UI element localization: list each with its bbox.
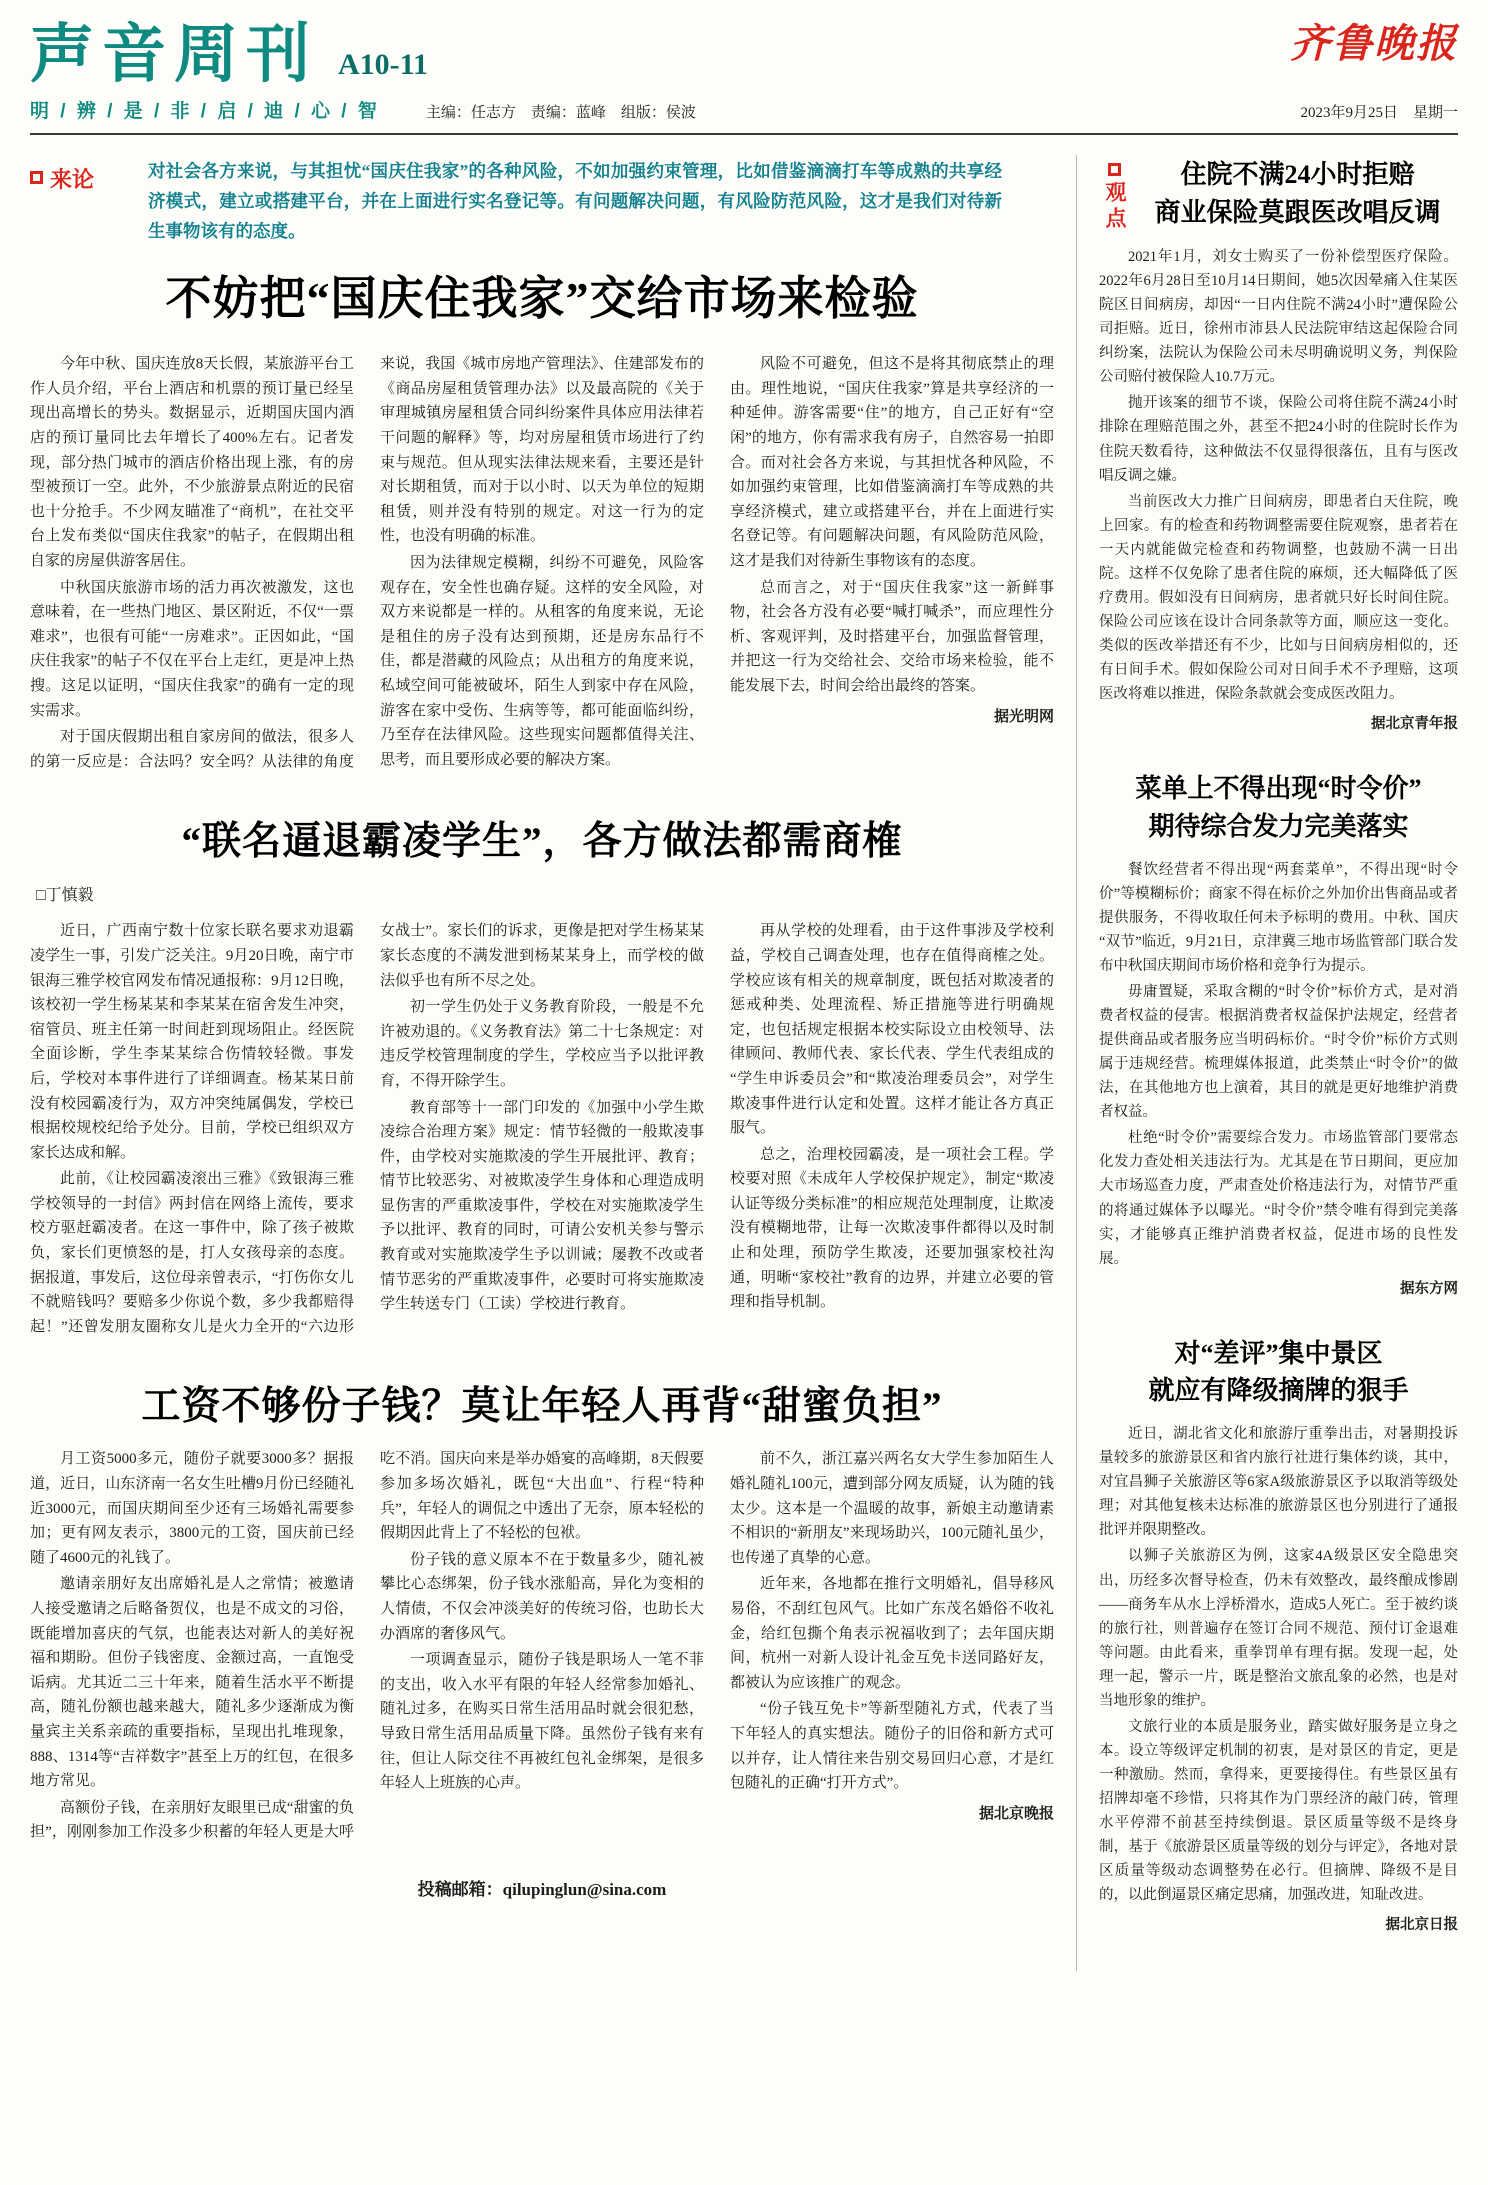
content-area (30, 155, 1458, 1971)
paragraph: 对于国庆假期出租自家房间的做法，很多人的第一反应是：合法吗？安全吗？从法律的角度来说，我国《城市房地产管理法》、住建部发布的《商品房屋租赁管理办法》以及最高院的《关于审理城镇房屋租赁合同纠纷案件具体应用法律若干问题的解释》等，均对房屋租赁市场进行了约束与规范。但从现实法律法规来看，主要还是针对长期租赁，而对于以小时、以天为单位的短期租赁，则并没有特别的规定。对这一行为的定性，也没有明确的标准。 (30, 356, 704, 770)
sidebar-article-scenic-downgrade (1099, 1335, 1458, 1938)
paragraph: 前不久，浙江嘉兴两名女大学生参加陌生人婚礼随礼100元，遭到部分网友质疑，认为随的钱太少。这本是一个温暖的故事，新娘主动邀请素不相识的“新朋友”来现场助兴，100元随礼虽少，也传递了真挚的心意。 (730, 1451, 1054, 1566)
paragraph: 邀请亲朋好友出席婚礼是人之常情；被邀请人接受邀请之后略备贺仪，也是不成文的习俗，既能增加喜庆的气氛，也能表达对新人的美好祝福和期盼。但份子钱密度、金额过高，一直饱受诟病。尤其近二三十年来，随着生活水平不断提高，随礼份额也越来越大，随礼多少逐渐成为衡量宾主关系亲疏的重要指标，呈现出扎堆现象，888、1314等“吉祥数字”甚至上万的红包，在很多地方常见。 (30, 1576, 354, 1790)
sidebar-article-body (1099, 1422, 1458, 1937)
paragraph: 餐饮经营者不得出现“两套菜单”，不得出现“时令价”等模糊标价；商家不得在标价之外加价出售商品或者提供服务，不得收取任何未予标明的费用。中秋、国庆“双节”临近，9月21日，京津冀三地市场监管部门联合发布中秋国庆期间市场价格和竞争行为提示。 (1099, 861, 1458, 974)
sidebar-article-hospital-insurance (1099, 155, 1458, 736)
kicker-row (30, 157, 1054, 246)
paragraph: 再从学校的处理看，由于这件事涉及学校利益，学校自己调查处理，也存在值得商榷之处。学校应该有相关的规章制度，既包括对欺凌者的惩戒种类、处理流程、矫正措施等进行明确规定，也包括规定根据本校实际设立由校领导、法律顾问、教师代表、家长代表、学生代表组成的“学生申诉委员会”和“欺凌治理委员会”，对学生欺凌事件进行认定和处置。这样才能让各方真正服气。 (730, 923, 1054, 1137)
sidebar-column (1076, 155, 1458, 1971)
sidebar-article-title (1099, 1335, 1458, 1410)
paragraph: 教育部等十一部门印发的《加强中小学生欺凌综合治理方案》规定：情节轻微的一般欺凌事件，由学校对实施欺凌的学生开展批评、教育；情节比较恶劣、对被欺凌学生身体和心理造成明显伤害的严重欺凌事件，学校在对实施欺凌学生予以批评、教育的同时，可请公安机关参与警示教育或对实施欺凌学生予以训诫；屡教不改或者情节恶劣的严重欺凌事件，必要时可将实施欺凌学生转送专门（工读）学校进行教育。 (380, 1099, 704, 1313)
section-marker-icon (1108, 163, 1121, 176)
editor-credits: 主编：任志方 责编：蓝峰 组版：侯波 (425, 105, 696, 121)
sidebar-article-body (1099, 858, 1458, 1301)
source-attribution: 据北京晚报 (978, 1805, 1054, 1822)
header-top-row (30, 18, 1458, 90)
sidebar-article-head (1099, 770, 1458, 845)
main-column (30, 155, 1076, 1971)
source-attribution: 据北京日报 (1385, 1917, 1458, 1934)
paragraph: 中秋国庆旅游市场的活力再次被激发，这也意味着，在一些热门地区、景区附近，不仅“一票难求”，也很有可能“一房难求”。正因如此，“国庆住我家”的帖子不仅在平台上走红，更是冲上热搜。这足以证明，“国庆住我家”的确有一定的现实需求。 (30, 579, 354, 719)
publication-date: 2023年9月25日 星期一 (1300, 105, 1458, 121)
header-bottom-row (30, 96, 1458, 123)
sidebar-article-menu-price (1099, 770, 1458, 1301)
paragraph: 初一学生仍处于义务教育阶段，一般是不允许被劝退的。《义务教育法》第二十七条规定：对违反学校管理制度的学生，学校应当予以批评教育，不得开除学生。 (380, 999, 704, 1089)
article1-headline: 不妨把“国庆住我家”交给市场来检验 (165, 273, 919, 325)
article2-body (30, 919, 1054, 1339)
sidebar-article-title (1099, 770, 1458, 845)
paragraph: 份子钱的意义原本不在于数量多少，随礼被攀比心态绑架，份子钱水涨船高，异化为变相的人情债，不仅会冲淡美好的传统习俗，也助长大办酒席的奢侈风气。 (380, 1551, 704, 1642)
sidebar-article-head (1099, 1335, 1458, 1410)
title-line-2: 期待综合发力完美落实 (1148, 811, 1409, 841)
paragraph: 以狮子关旅游区为例，这家4A级景区安全隐患突出，历经多次督导检查，仍未有效整改，最终酿成惨剧——商务车从水上浮桥滑水，造成5人死亡。至于被约谈的旅行社，则普遍存在签订合同不规范、预付订金退难等问题。由此看来，重拳罚单有理有据。发现一起，处理一起，警示一片，既是整治文旅乱象的必然，也是对当地形象的维护。 (1099, 1548, 1458, 1709)
article3-body (30, 1447, 1054, 1845)
article2-byline: □丁慎毅 (36, 887, 94, 905)
paragraph: 总而言之，对于“国庆住我家”这一新鲜事物，社会各方没有必要“喊打喊杀”，而应理性分析、客观评判，及时搭建平台，加强监督管理，并把这一行为交给社会、交给市场来检验，能不能发展下去，时间会给出最终的答案。 (730, 579, 1054, 694)
paragraph: “份子钱互免卡”等新型随礼方式，代表了当下年轻人的真实想法。随份子的旧俗和新方式可以并存，让人情往来告别交易回归心意，才是红包随礼的正确“打开方式”。 (730, 1701, 1054, 1792)
paragraph: 近日，湖北省文化和旅游厅重拳出击，对暑期投诉量较多的旅游景区和省内旅行社进行集体约谈，其中，对宜昌狮子关旅游区等6家A级旅游景区予以取消等级处理；对其他复核未达标准的旅游景区也分别进行了通报批评并限期整改。 (1099, 1426, 1458, 1539)
title-line-1: 住院不满24小时拒赔 (1180, 160, 1415, 190)
paragraph: 此前，《让校园霸凌滚出三雅》《致银海三雅学校领导的一封信》两封信在网络上流传，要求校方驱赶霸凌者。在这一事件中，除了孩子被欺负，家长们更愤怒的是，打人女孩母亲的态度。据报道，事发后，这位母亲曾表示，“打伤你女儿不就赔钱吗？要赔多少你说个数，多少我都赔得起！”还曾发朋友圈称女儿是火力全开的“六边形女战士”。家长们的诉求，更像是把对学生杨某某家长态度的不满发泄到杨某某身上，而学校的做法似乎也有所不尽之处。 (30, 923, 704, 1335)
paragraph: 毋庸置疑，采取含糊的“时令价”标价方式，是对消费者权益的侵害。根据消费者权益保护法规定，经营者提供商品或者服务应当明码标价。“时令价”标价方式则属于违规经营。梳理媒体报道，此类禁止“时令价”的做法，在其他地方也上演着，其目的就是更好地维护消费者权益。 (1099, 983, 1458, 1121)
source-attribution: 据光明网 (993, 708, 1054, 725)
section-label-text: 来论 (50, 167, 95, 192)
paragraph: 今年中秋、国庆连放8天长假，某旅游平台工作人员介绍，平台上酒店和机票的预订量已经呈现出高增长的势头。数据显示，近期国庆国内酒店的预订量同比去年增长了400%左右。记者发现，部分热门城市的酒店价格出现上涨，有的房型被预订一空。此外，不少旅游景点附近的民宿也十分抢手。不少网友瞄准了“商机”，在社交平台上发布类似“国庆住我家”的帖子，在假期出租自家的房屋供游客居住。 (30, 356, 354, 569)
sidebar-article-title (1137, 156, 1458, 231)
paragraph: 文旅行业的本质是服务业，踏实做好服务是立身之本。设立等级评定机制的初衷，是对景区的肯定，更是一种激励。然而，拿得来，更要接得住。有些景区虽有招牌却毫不珍惜，只将其作为门票经济的敲门砖，管理水平停滞不前甚至持续倒退。景区质量等级不是终身制，基于《旅游景区质量等级的划分与评定》，各地对景区质量等级动态调整势在必行。但摘牌、降级不是目的，以此倒逼景区痛定思痛，加强改进，知耻改进。 (1099, 1718, 1458, 1904)
title-line-2: 商业保险莫跟医改唱反调 (1154, 198, 1441, 227)
paragraph: 一项调查显示，随份子钱是职场人一笔不菲的支出，收入水平有限的年轻人经常参加婚礼、随礼过多，在购买日常生活用品时就会很犯愁，导致日常生活用品质量下降。虽然份子钱有来有往，但让人际交往不再被红包礼金绑架，是很多年轻人上班族的心声。 (380, 1652, 704, 1792)
section-label-guandian (1099, 155, 1129, 233)
paragraph: 高额份子钱，在亲朋好友眼里已成“甜蜜的负担”，刚刚参加工作没多少积蓄的年轻人更是大呼吃不消。国庆向来是举办婚宴的高峰期，8天假要参加多场次婚礼，既包“大出血”、行程“特种兵”，年轻人的调侃之中透出了无奈，原本轻松的假期因此背上了不轻松的包袱。 (30, 1451, 704, 1841)
article-guoqing-zhuwojia (30, 157, 1054, 774)
paragraph: 杜绝“时令价”需要综合发力。市场监管部门要常态化发力查处相关违法行为。尤其是在节日期间，更应加大市场巡查力度，严肃查处价格违法行为，对情节严重的将通过媒体予以曝光。“时令价”禁令唯有得到完美落实，才能够真正维护消费者权益，促进市场的良性发展。 (1099, 1130, 1458, 1267)
source-attribution: 据东方网 (1400, 1280, 1458, 1297)
title-line-2: 就应有降级摘牌的狠手 (1148, 1376, 1409, 1406)
title-line-1: 对“差评”集中景区 (1174, 1338, 1383, 1368)
sidebar-article-body (1099, 245, 1458, 736)
masthead-row (30, 18, 428, 90)
brand-logo: 齐鲁晚报 (1290, 21, 1458, 66)
header-divider (30, 133, 1458, 135)
article3-headline: 工资不够份子钱？莫让年轻人再背“甜蜜负担” (141, 1385, 943, 1429)
title-line-1: 菜单上不得出现“时令价” (1135, 774, 1422, 804)
section-label-lailun (30, 157, 134, 246)
masthead-title: 声音周刊 (30, 18, 318, 90)
page-number: A10-11 (338, 48, 428, 81)
section-marker-icon (30, 171, 43, 184)
paragraph: 风险不可避免，但这不是将其彻底禁止的理由。理性地说，“国庆住我家”算是共享经济的一种延伸。游客需要“住”的地方，自己正好有“空闲”的地方，你有需求我有房子，自然容易一拍即合。而对社会各方来说，与其担忧各种风险，不如加强约束管理，比如借鉴滴滴打车等成熟的共享经济模式，建立或搭建平台，并在上面进行实名登记等。有问题解决问题，有风险防范风险，这才是我们对待新生事物该有的态度。 (730, 356, 1054, 569)
article1-body (30, 352, 1054, 774)
paragraph: 月工资5000多元，随份子就要3000多？据报道，近日，山东济南一名女生吐槽9月份已经随礼近3000元，而国庆期间至少还有三场婚礼需要参加；更有网友表示，3800元的工资，国庆前已经随了4600元的礼钱了。 (30, 1451, 354, 1566)
paragraph: 当前医改大力推广日间病房，即患者白天住院，晚上回家。有的检查和药物调整需要住院观察，患者若在一天内就能做完检查和药物调整，也鼓励不满一日出院。这样不仅免除了患者住院的麻烦，还大幅降低了医疗费用。假如没有日间病房，患者就只好长时间住院。保险公司应该在设计合同条款等方面，顺应这一变化。类似的医改举措还有不少，比如与日间病房相似的，还有日间手术。假如保险公司对日间手术不予理赔，这项医改将难以推进，保险条款就会变成医改阻力。 (1099, 493, 1458, 703)
paragraph: 因为法律规定模糊，纠纷不可避免，风险客观存在，安全性也确存疑。这样的安全风险，对双方来说都是一样的。从租客的角度来说，无论是租住的房子没有达到预期，还是房东品行不佳，都是潜藏的风险点；从出租方的角度来说，私域空间可能被破坏，陌生人到家中存在风险，游客在家中受伤、生病等等，都可能面临纠纷，乃至存在法律风险。这些现实问题都值得关注、思考，而且要形成必要的解决方案。 (380, 555, 704, 768)
article-fenziqian (30, 1375, 1054, 1900)
sidebar-article-head (1099, 155, 1458, 233)
article-baling-xuesheng (30, 810, 1054, 1339)
slogan: 明 / 辨 / 是 / 非 / 启 / 迪 / 心 / 智 (30, 101, 380, 122)
article2-headline: “联名逼退霸凌学生”，各方做法都需商榷 (181, 820, 903, 864)
page-header (30, 18, 1458, 135)
paragraph: 近年来，各地都在推行文明婚礼，倡导移风易俗，不刮红包风气。比如广东茂名婚俗不收礼金，给红包撕个角表示祝福收到了；去年国庆期间，杭州一对新人设计礼金互免卡送同路好友，都被认为应该推广的观念。 (730, 1576, 1054, 1691)
paragraph: 近日，广西南宁数十位家长联名要求劝退霸凌学生一事，引发广泛关注。9月20日晚，南宁市银海三雅学校官网发布情况通报称：9月12日晚，该校初一学生杨某某和李某某在宿舍发生冲突，宿管员、班主任第一时间赶到现场阻止。经医院全面诊断，学生李某某综合伤情较轻微。事发后，学校对本事件进行了详细调查。杨某某日前没有校园霸凌行为，双方冲突纯属偶发，学校已根据校规校纪给予处分。目前，学校已组织双方家长达成和解。 (30, 923, 354, 1161)
submission-email: 投稿邮箱：qilupinglun@sina.com (417, 1879, 667, 1899)
paragraph: 抛开该案的细节不谈，保险公司将住院不满24小时排除在理赔范围之外，甚至不把24小时的住院时长作为住院天数看待，这种做法不仅显得很落伍，且有与医改唱反调之嫌。 (1099, 395, 1458, 484)
source-attribution: 据北京青年报 (1371, 716, 1458, 733)
article-intro-pullquote: 对社会各方来说，与其担忧“国庆住我家”的各种风险，不如加强约束管理，比如借鉴滴滴打车等成熟的共享经济模式，建立或搭建平台，并在上面进行实名登记等。有问题解决问题，有风险防范风险，这才是我们对待新生事物该有的态度。 (148, 161, 1002, 241)
section-label-text: 观点 (1103, 181, 1126, 233)
paragraph: 2021年1月，刘女士购买了一份补偿型医疗保险。2022年6月28日至10月14日期间，她5次因晕痛入住某医院区日间病房，却因“一日内住院不满24小时”遭保险公司拒赔。近日，徐州市沛县人民法院审结这起保险合同纠纷案，法院认为保险公司未尽明确说明义务，判保险公司赔付被保险人10.7万元。 (1099, 249, 1458, 386)
paragraph: 总之，治理校园霸凌，是一项社会工程。学校要对照《未成年人学校保护规定》，制定“欺凌认证等级分类标准”的相应规范处理制度，让欺凌没有模糊地带，让每一次欺凌事件都得以及时制止和处理，预防学生欺凌，还要加强家校社沟通，明晰“家校社”教育的边界，并建立必要的管理和指导机制。 (730, 1146, 1054, 1311)
